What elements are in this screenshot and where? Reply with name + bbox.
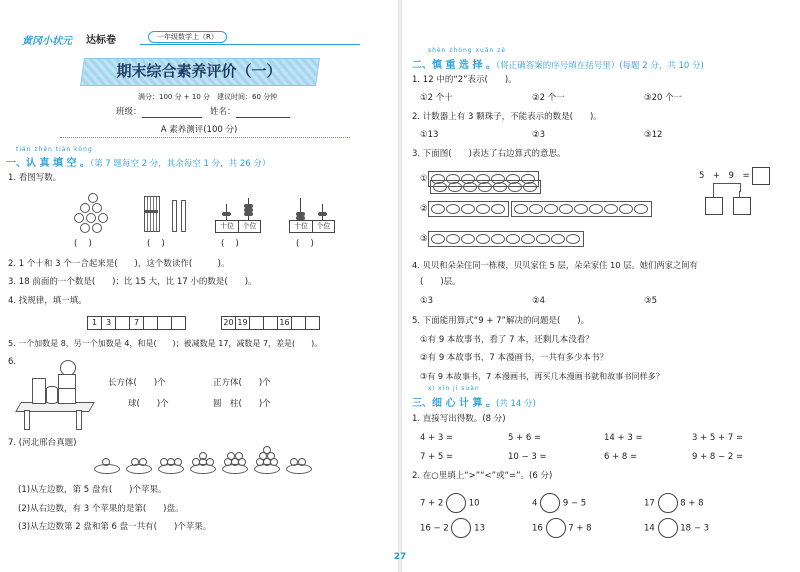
answer-blank[interactable]: ( ) [221,239,239,249]
option-mark: ③ [420,234,428,244]
class-label: 班级： [116,107,142,117]
seq-cell: 20 [221,316,236,330]
seq-cell[interactable] [305,316,320,330]
s1-q2: 2. 1 个十和 3 个一合起来是( )，这个数读作( )。 [8,259,230,269]
equation-answer-box[interactable] [752,167,770,185]
seq-cell: 1 [87,316,102,330]
right-page [402,0,800,572]
seq-cell: 16 [277,316,292,330]
abacus-label: 十位 [290,221,313,232]
option-mark: ② [420,204,428,214]
s1-q1: 1. 看图写数。 [8,173,62,183]
option[interactable]: ③有 9 本故事书，7 本漫画书，再买几本漫画书就和故事书同样多？ [420,371,664,381]
brand-logo: 黄冈小状元 [22,36,72,47]
seq-cell[interactable] [249,316,264,330]
sequence-2 [222,316,320,335]
compare-item [420,518,485,538]
answer-blank[interactable]: ( ) [147,239,165,249]
s2-title-text: 二、慎 重 选 择 。 [412,60,496,71]
compare-circle[interactable] [546,518,566,538]
option[interactable]: ①2 个十 [420,93,453,103]
calc-item[interactable]: 4 + 3 = [420,433,454,443]
calc-item[interactable]: 5 + 6 = [508,433,542,443]
s3-title [412,394,536,409]
compare-circle[interactable] [658,493,678,513]
grade-tag: 一年级数学上（R） [148,31,227,43]
s3-q1: 1. 直接写出得数。(8 分) [412,414,506,424]
compare-item [644,493,704,513]
s2-q5: 5. 下面能用算式“9 + 7”解决的问题是( )。 [412,316,590,326]
series-label: 达标卷 [86,35,116,46]
compare-item [420,493,480,513]
cmp-left: 17 [644,498,655,509]
header-rule [140,44,360,45]
s1-q3: 3. 18 前面的一个数是( )；比 15 大，比 17 小的数是( )。 [8,277,257,287]
abacus-label: 个位 [316,222,331,230]
left-page [0,0,398,572]
option[interactable]: ③20 个一 [644,93,683,103]
cmp-right: 10 [468,498,480,509]
s2-note: （将正确答案的序号填在括号里）(每题 2 分，共 10 分) [495,61,704,71]
shape-cylinder: 圆 柱( )个 [213,399,271,409]
compare-circle[interactable] [540,493,560,513]
compare-circle[interactable] [446,493,466,513]
shape-cuboid: 长方体( )个 [108,378,166,388]
cmp-right: 13 [474,523,485,534]
compare-item [532,493,586,513]
answer-blank[interactable]: ( ) [296,239,314,249]
s1-q5: 5. 一个加数是 8，另一个加数是 4，和是( )；被减数是 17，减数是 7，差是( )。 [8,339,323,348]
calc-item[interactable]: 3 + 5 + 7 = [692,433,744,443]
option[interactable]: ①有 9 本故事书，看了 7 本，还剩几本没看？ [420,335,594,345]
class-field[interactable] [116,106,290,118]
s1-title-text: 一、认 真 填 空 。 [6,158,90,169]
figure-option-3[interactable] [420,231,584,247]
calc-item[interactable]: 7 + 5 = [420,452,454,462]
cmp-right: 9 − 5 [562,498,587,509]
calc-item[interactable]: 9 + 8 − 2 = [692,452,744,462]
cmp-left: 14 [644,523,655,534]
seq-cell[interactable] [143,316,158,330]
s1-q4: 4. 找规律，填一填。 [8,296,87,306]
cmp-left: 4 [532,498,538,509]
s1-title [6,154,270,169]
s1-q7: 7. (河北邢台真题) [8,438,77,448]
split-box[interactable] [733,197,751,215]
option[interactable]: ②4 [532,296,546,306]
cmp-right: 8 + 8 [680,498,704,509]
page-title: 期末综合素养评价（一） [116,62,282,80]
shape-sphere: 球( )个 [128,399,169,409]
seq-cell: 19 [235,316,250,330]
seq-cell[interactable] [291,316,306,330]
s3-title-text: 三、细 心 计 算 。 [412,398,496,409]
s2-q4b: ( )层。 [420,277,461,287]
cmp-left: 16 [532,523,543,534]
shape-cube: 正方体( )个 [213,378,271,388]
option[interactable]: ③12 [644,130,663,140]
option[interactable]: ②3 [532,130,546,140]
seq-cell[interactable] [171,316,186,330]
s1-q7-3: (3)从左边数第 2 盘和第 6 盘一共有( )个苹果。 [18,522,212,532]
s2-title [412,56,704,71]
option[interactable]: ①13 [420,130,439,140]
s1-q6: 6. [8,357,17,367]
s2-q2: 2. 计数器上有 3 颗珠子，不能表示的数是( )。 [412,112,602,122]
figure-option-2[interactable] [420,201,652,217]
compare-circle[interactable] [451,518,471,538]
compare-item [644,518,709,538]
s3-q2: 2. 在○里填上“>”“<”或“=”。(6 分) [412,471,553,481]
cmp-left: 7 + 2 [420,498,444,509]
cmp-right: 18 − 3 [680,523,709,534]
s3-note: (共 14 分) [495,399,536,409]
equation-bracket [713,183,741,192]
split-box[interactable] [705,197,723,215]
s1-q7-2: (2)从右边数，有 3 个苹果的是第( )盘。 [18,504,184,514]
option[interactable]: ②2 个一 [532,93,565,103]
seq-cell[interactable] [115,316,130,330]
abacus-label: 十位 [216,221,239,232]
seq-cell[interactable] [157,316,172,330]
seq-cell[interactable] [263,316,278,330]
option[interactable]: ①3 [420,296,434,306]
abacus-label: 个位 [242,222,257,230]
compare-item [532,518,592,538]
s2-q3: 3. 下面图( )表达了右边算式的意思。 [412,149,566,159]
part-a-label: A 素养测评(100 分) [160,125,238,135]
s2-q1: 1. 12 中的“2”表示( )。 [412,75,517,85]
seq-cell: 7 [129,316,144,330]
calc-item[interactable]: 6 + 8 = [604,452,638,462]
cmp-left: 16 − 2 [420,523,449,534]
option-mark: ① [420,174,428,184]
s1-pinyin: tián zhēn tián kòng [16,146,93,153]
part-divider [60,137,350,138]
s1-q7-1: (1)从左边数，第 5 盘有( )个苹果。 [18,485,167,495]
figure-option-1-row2 [430,180,541,194]
option[interactable]: ②有 9 本故事书，7 本漫画书，一共有多少本书？ [420,353,609,363]
cmp-right: 7 + 8 [568,523,592,534]
option[interactable]: ③5 [644,296,658,306]
calc-item[interactable]: 14 + 3 = [604,433,643,443]
score-time: 满分：100 分 + 10 分 建议时间：60 分钟 [138,93,278,101]
s2-pinyin: shèn zhòng xuǎn zé [428,47,507,54]
page-number: 27 [393,552,407,562]
equation-text: 5 + 9 = [699,171,750,181]
name-label: 姓名： [210,107,236,117]
answer-blank[interactable]: ( ) [74,239,92,249]
calc-item[interactable]: 10 − 3 = [508,452,547,462]
compare-circle[interactable] [658,518,678,538]
seq-cell: 3 [101,316,116,330]
sequence-1 [88,316,186,335]
s1-note: （第 7 题每空 2 分，其余每空 1 分，共 26 分） [89,159,271,169]
s3-pinyin: xì xīn jì suàn [428,385,480,392]
s2-q4: 4. 贝贝和朵朵住同一栋楼，贝贝家住 5 层，朵朵家住 10 层。她们两家之间有 [412,260,698,270]
